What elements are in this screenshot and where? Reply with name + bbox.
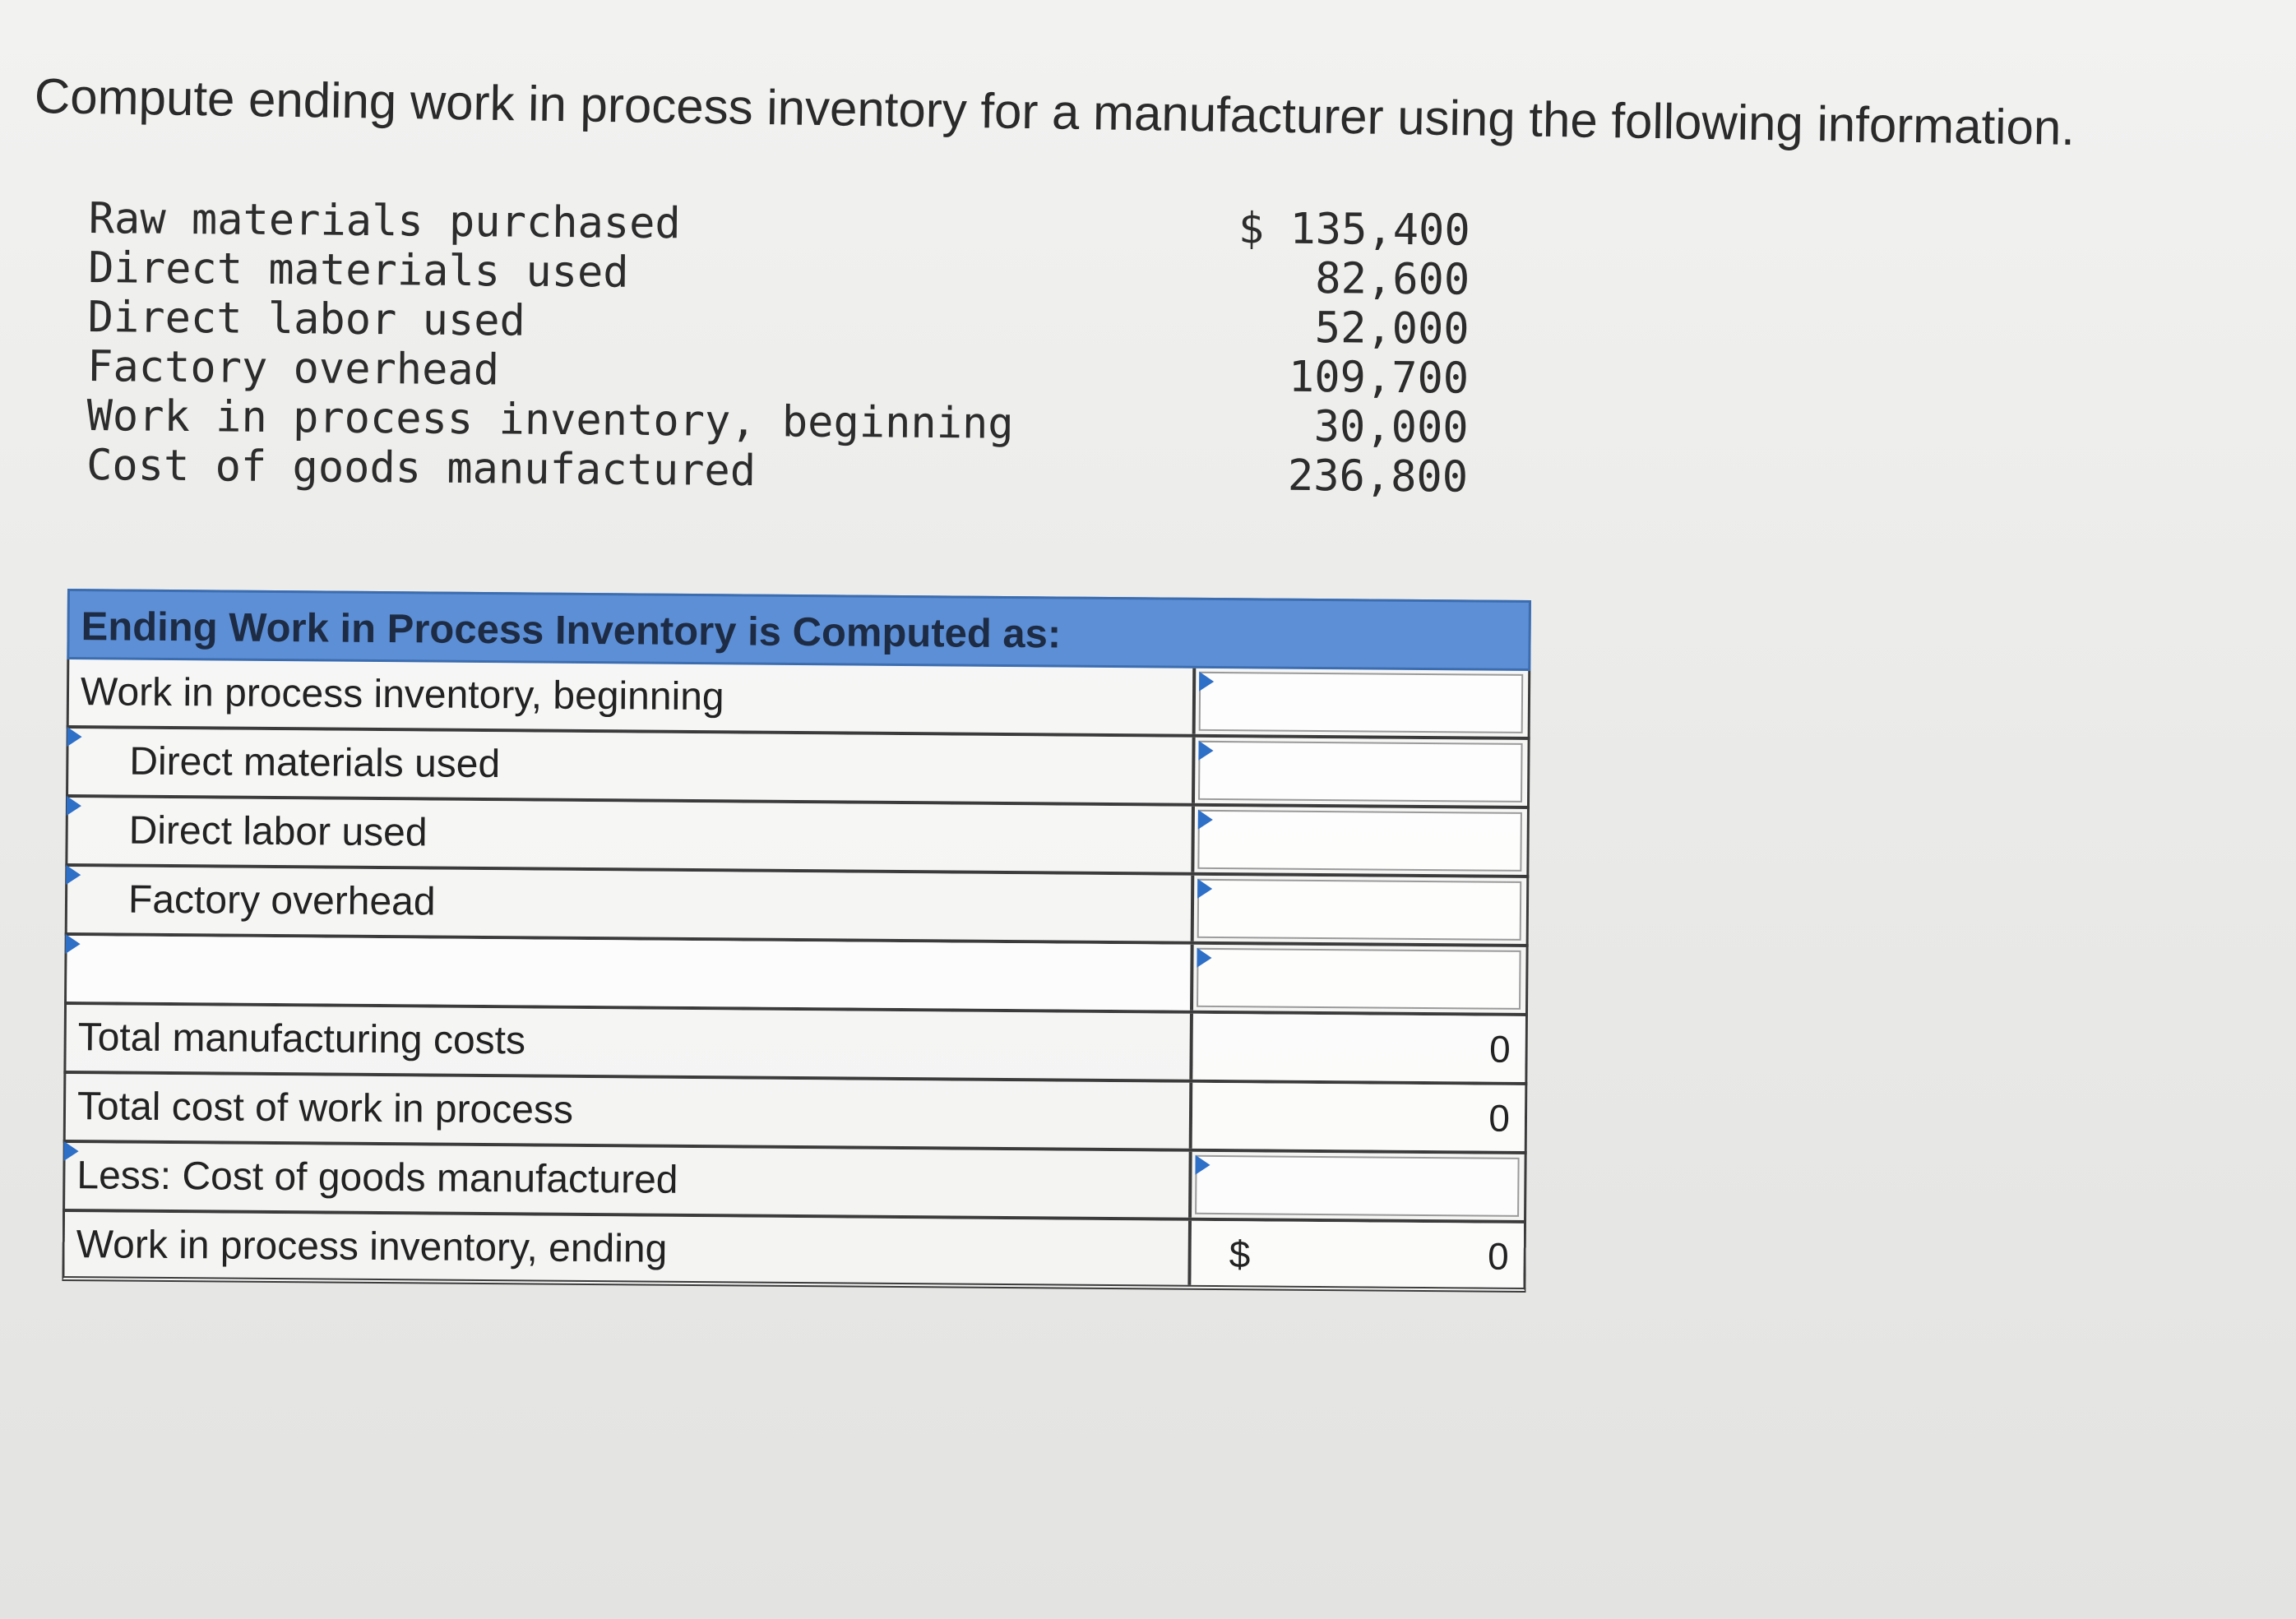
input-marker-icon [66,865,81,885]
given-label: Raw materials purchased [88,194,682,249]
amount-input[interactable] [1197,879,1522,941]
row-label-text: Factory overhead [127,877,436,924]
given-label: Factory overhead [86,341,500,395]
amount-value: 0 [1487,1234,1509,1278]
amount-input[interactable] [1198,741,1523,803]
row-label-text: Less: Cost of goods manufactured [76,1154,678,1202]
row-label [66,1074,1193,1149]
row-label-text: Work in process inventory, beginning [80,670,724,719]
input-marker-icon [66,934,81,954]
row-label-text: Total cost of work in process [76,1085,574,1132]
worksheet-row [63,1074,1528,1154]
row-label-text: Direct labor used [128,808,428,855]
worksheet-title: Ending Work in Process Inventory is Computed as: [67,589,1531,671]
given-value: 236,800 [1287,451,1469,502]
worksheet-row [67,659,1531,740]
worksheet-row [66,729,1530,809]
row-label-dropdown[interactable] [67,798,1195,872]
given-value: 30,000 [1313,402,1469,453]
row-label-text: Work in process inventory, ending [76,1223,668,1271]
worksheet-row [64,936,1529,1016]
amount-readonly [1192,1014,1525,1082]
worksheet-row [65,798,1530,878]
input-marker-icon [1198,810,1213,830]
row-label-dropdown[interactable] [65,1143,1192,1218]
input-marker-icon [1198,741,1213,761]
amount-value: 0 [1488,1027,1511,1071]
input-marker-icon [64,1141,79,1161]
row-label-text: Direct materials used [129,739,501,787]
amount-readonly [1192,1083,1525,1151]
given-value: $ 135,400 [1238,204,1470,256]
worksheet-row [65,867,1530,947]
question-text: Compute ending work in process inventory for a manufacturer using the following information. [34,68,2076,155]
row-label-dropdown[interactable] [69,659,1197,734]
amount-input[interactable] [1199,672,1524,733]
given-value: 82,600 [1315,254,1470,305]
input-marker-icon [1197,948,1211,968]
row-label-dropdown[interactable] [67,867,1195,941]
row-label [64,1212,1192,1285]
amount-input[interactable] [1197,948,1521,1010]
currency-symbol: $ [1229,1233,1251,1276]
worksheet-table [62,589,1531,1293]
amount-value: 0 [1488,1096,1511,1140]
row-label [66,1005,1193,1080]
worksheet-row [62,1212,1526,1293]
given-value: 109,700 [1288,352,1470,404]
given-label: Cost of goods manufactured [86,440,757,497]
input-marker-icon [1195,1155,1210,1175]
input-marker-icon [67,796,81,816]
given-value: 52,000 [1314,303,1470,354]
input-marker-icon [1199,672,1214,692]
worksheet-row [62,1143,1527,1224]
amount-readonly [1191,1221,1524,1288]
given-label: Work in process inventory, beginning [86,391,1014,449]
given-data-list [86,194,1470,502]
amount-input[interactable] [1197,810,1522,872]
given-label: Direct labor used [87,292,526,346]
given-label: Direct materials used [87,243,629,298]
input-marker-icon [67,727,81,747]
input-marker-icon [1197,879,1212,899]
row-label-dropdown[interactable] [67,936,1194,1011]
worksheet-row [63,1005,1528,1085]
row-label-text: Total manufacturing costs [77,1015,526,1063]
amount-input[interactable] [1195,1155,1520,1217]
row-label-dropdown[interactable] [68,729,1196,803]
